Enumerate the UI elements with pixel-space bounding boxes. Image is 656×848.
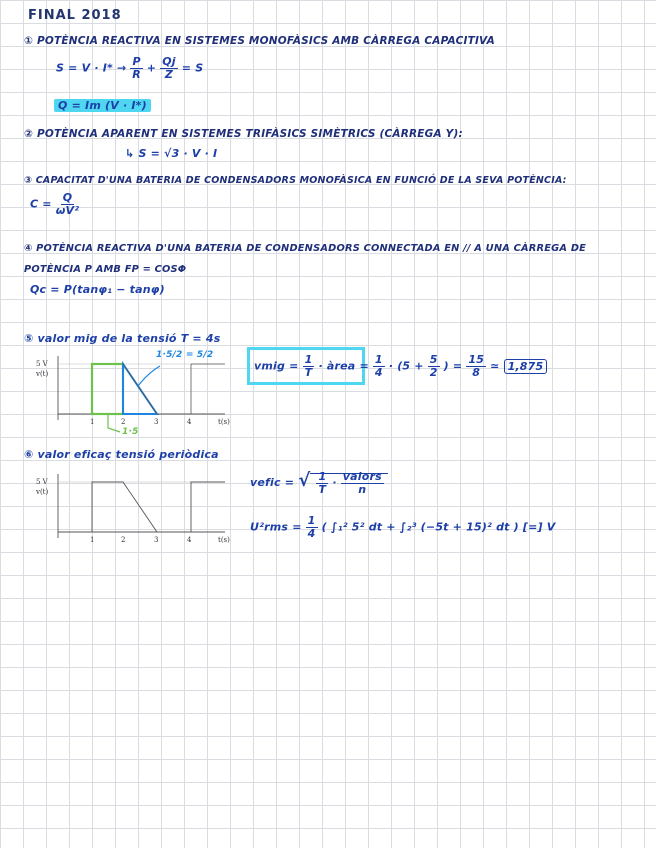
four-denominator: 4 <box>307 527 316 540</box>
vmig-lhs: vmig = <box>254 359 299 373</box>
rectangle-area <box>92 364 123 414</box>
capacitor-reactive-power-equation: Qc = P(tanφ₁ − tanφ) <box>30 283 165 296</box>
x-label-ts: t(s) <box>218 536 230 544</box>
effective-voltage-equation <box>250 470 388 496</box>
three-phase-eq-text: S = √3 · V · I <box>138 147 218 160</box>
capacitance-equation <box>30 192 79 217</box>
rms-voltage-plot <box>20 466 240 556</box>
section-6-heading: ⑥ valor eficaç tensió periòdica <box>24 448 219 461</box>
one-numerator: 1 <box>307 514 316 527</box>
quarter-fraction <box>373 354 385 379</box>
sqrt-body <box>310 469 387 496</box>
sum-open: · (5 + <box>388 359 424 373</box>
one-numerator: 1 <box>304 353 313 366</box>
area-word: · àrea <box>318 359 356 373</box>
result-numerator: 15 <box>468 353 485 366</box>
eq-end: = S <box>181 61 204 75</box>
approx-sign: ≃ <box>490 359 500 373</box>
sum-close: ) = <box>443 359 463 373</box>
c-lhs: C = <box>30 197 52 211</box>
mean-result-box: 1,875 <box>504 359 548 374</box>
c-denominator: ωV² <box>55 204 80 217</box>
quarter-denominator: 4 <box>374 366 383 379</box>
page-title: FINAL 2018 <box>28 8 122 23</box>
three-phase-power-equation: ↳ S = √3 · V · I <box>125 147 218 160</box>
tick-2: 2 <box>121 418 126 426</box>
t-denominator: T <box>304 366 313 379</box>
capacitance-fraction <box>56 192 80 217</box>
result-denominator: 8 <box>472 366 481 379</box>
mean-voltage-equation <box>254 354 547 379</box>
tick-3: 3 <box>154 418 159 426</box>
triangle-area-annotation: 1·5/2 = 5/2 <box>156 350 214 360</box>
p-over-r-fraction <box>130 56 142 81</box>
y-label-5v: 5 V <box>36 360 48 368</box>
y-label-5v: 5 V <box>36 478 48 486</box>
section-4-heading-line1: ④ POTÈNCIA REACTIVA D'UNA BATERIA DE CONDENSADORS CONNECTADA EN // A UNA CÀRREGA DE <box>24 243 587 254</box>
plus-sign: + <box>146 61 157 75</box>
result-fraction <box>466 354 486 379</box>
x-label-ts: t(s) <box>218 418 230 426</box>
triangle-annotation-arrow <box>138 366 160 386</box>
waveform <box>58 482 225 532</box>
half-fraction <box>428 354 440 379</box>
section-5-heading: ⑤ valor mig de la tensió T = 4s <box>24 332 221 345</box>
p-numerator: P <box>132 55 141 68</box>
n-denominator: n <box>358 482 367 496</box>
section-3-heading: ③ CAPACITAT D'UNA BATERIA DE CONDENSADORS MONOFÀSICA EN FUNCIÓ DE LA SEVA POTÈNCIA: <box>24 175 567 186</box>
one-over-t-fraction <box>316 471 328 496</box>
tick-2: 2 <box>121 536 126 544</box>
rms-integral-body: ( ∫₁² 5² dt + ∫₂³ (−5t + 15)² dt ) [=] V <box>321 520 556 534</box>
apparent-power-equation <box>56 56 203 81</box>
values-numerator: valors <box>342 469 382 483</box>
r-denominator: R <box>132 68 141 81</box>
y-label-vt: v(t) <box>36 370 49 378</box>
tick-1: 1 <box>90 418 95 426</box>
rms-voltage-equation <box>250 515 556 540</box>
qj-numerator: Qj <box>162 55 176 68</box>
rectangle-area-annotation: 1·5 <box>122 427 139 437</box>
rms-lhs: U²rms = <box>250 520 302 534</box>
tick-3: 3 <box>154 536 159 544</box>
equals-sign: = <box>359 359 369 373</box>
sqrt-sign: √ <box>298 470 311 491</box>
eq-lhs: S = V · I* → <box>56 61 127 75</box>
one-over-four-fraction <box>306 515 318 540</box>
y-label-vt: v(t) <box>36 488 49 496</box>
one-over-t-fraction <box>303 354 315 379</box>
section-1-heading: ① POTÈNCIA REACTIVA EN SISTEMES MONOFÀSICS AMB CÀRREGA CAPACITIVA <box>24 35 495 47</box>
tick-4: 4 <box>187 418 192 426</box>
t-denominator: T <box>318 482 327 496</box>
quarter-numerator: 1 <box>374 353 383 366</box>
multiply-dot: · <box>332 476 337 489</box>
one-numerator: 1 <box>318 469 327 483</box>
section-4-heading-line2: POTÈNCIA P AMB FP = COSΦ <box>24 264 187 275</box>
half-denominator: 2 <box>429 366 438 379</box>
vefic-lhs: vefic = <box>250 476 295 489</box>
reactive-power-definition: Q = Im (V · I*) <box>54 99 151 112</box>
qj-over-z-fraction <box>160 56 178 81</box>
section-2-heading: ② POTÈNCIA APARENT EN SISTEMES TRIFÀSICS SIMÈTRICS (CÀRREGA Y): <box>24 128 463 140</box>
tick-1: 1 <box>90 536 95 544</box>
half-numerator: 5 <box>429 353 438 366</box>
c-numerator: Q <box>62 191 73 204</box>
tick-4: 4 <box>187 536 192 544</box>
rectangle-annotation-arrow <box>108 414 120 432</box>
z-denominator: Z <box>164 68 174 81</box>
values-over-n-fraction <box>341 471 384 496</box>
